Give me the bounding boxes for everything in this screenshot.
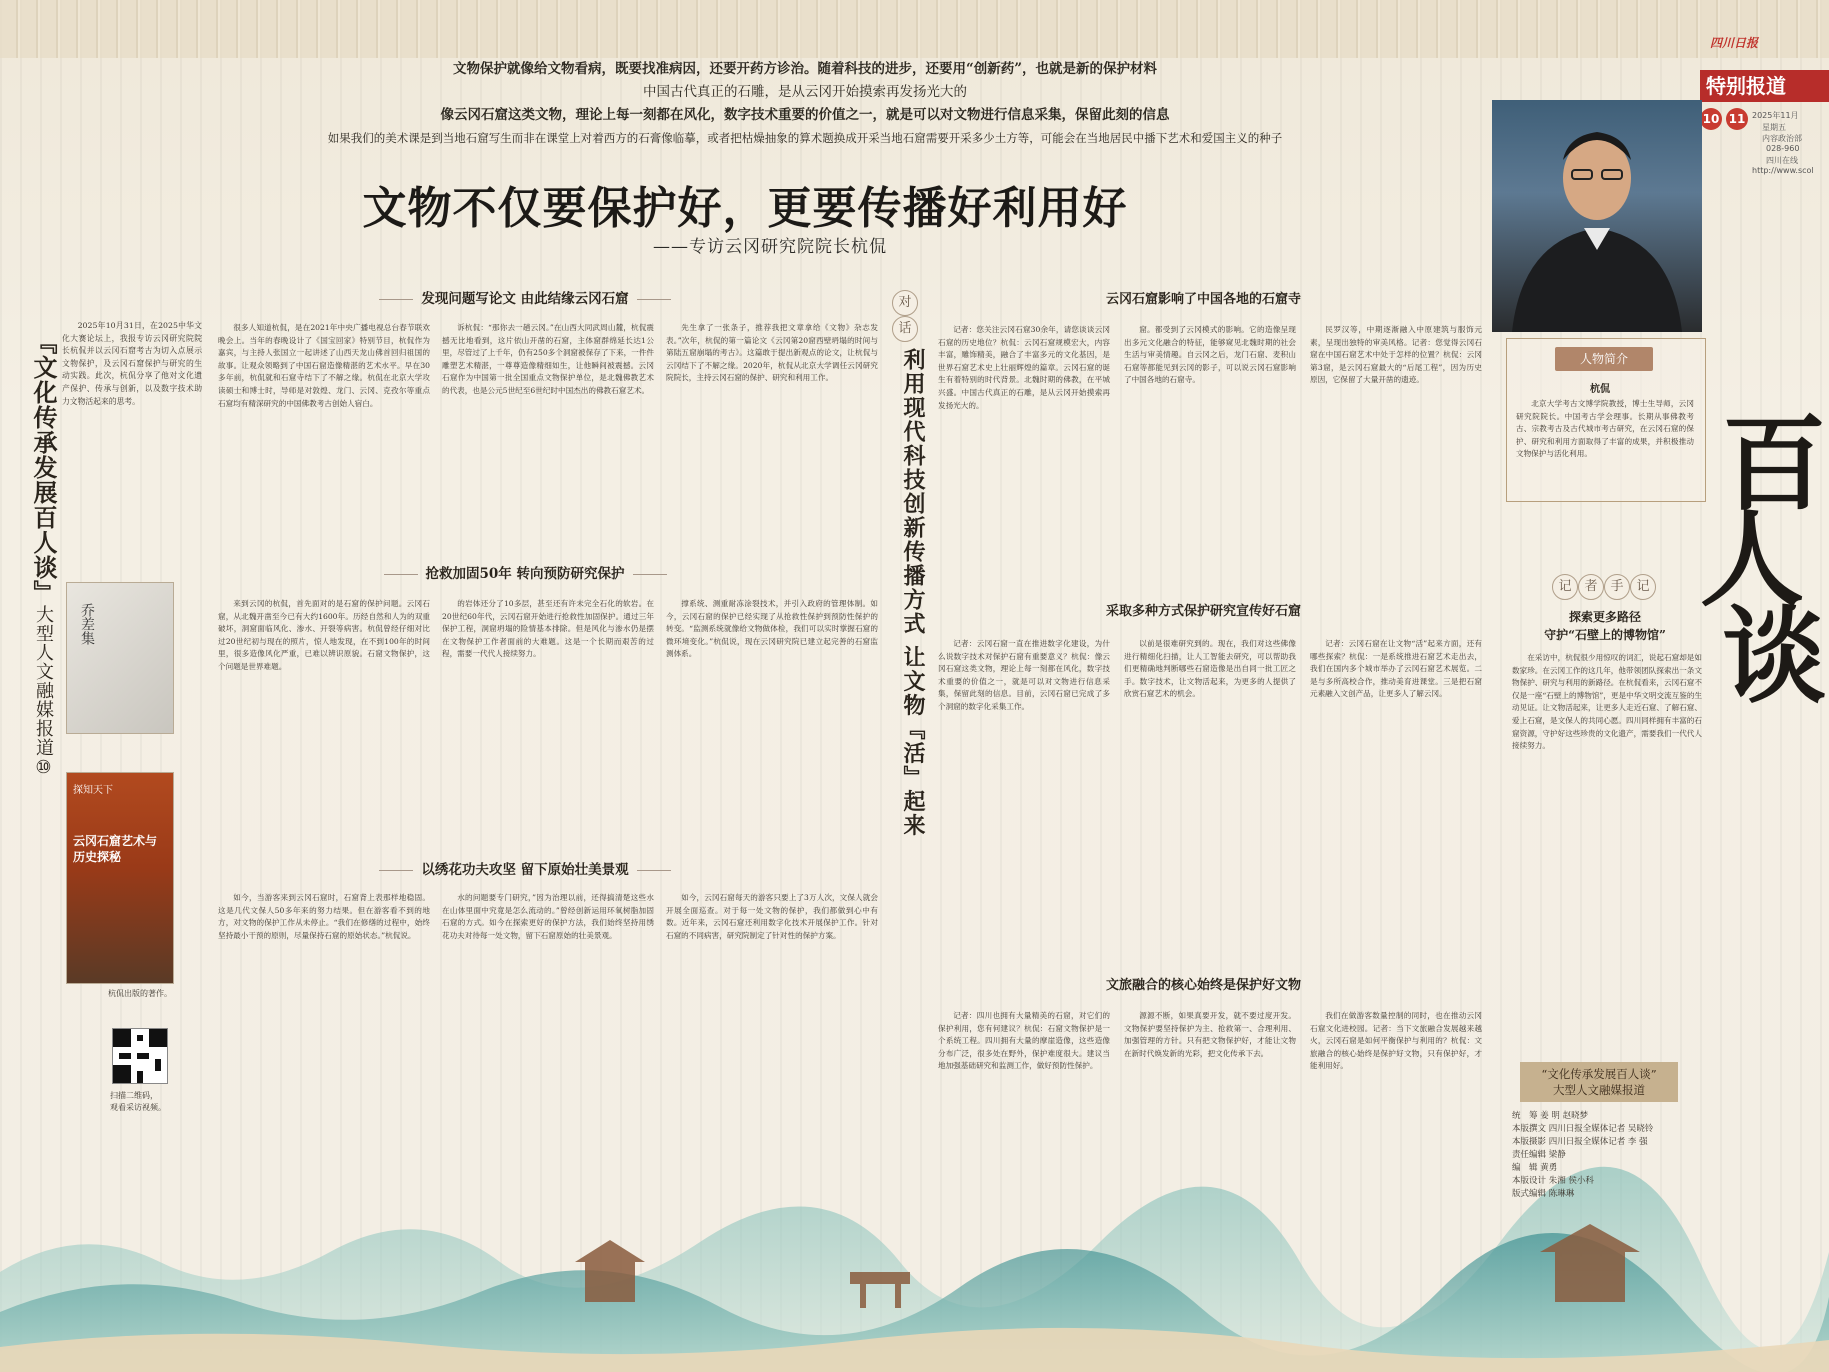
body-column-1: 很多人知道杭侃，是在2021年中央广播电视总台春节联欢晚会上。当年的春晚设计了《国宝回家》特别节目，杭侃作为嘉宾，与主持人张国立一起讲述了山西天龙山佛首回归祖国的故事。让观众领略到了中国石窟造像精湛的艺术水平。早在30多年前，杭侃就和石窟寺结下了不解之缘。杭侃在北京大学攻读硕士和博士时，导师是对敦煌、龙门、云冈、克孜尔等重点石窟均有精深研究的中国佛教考古创始人宿白。 (218, 323, 430, 408)
bamboo-slips-band (0, 0, 1829, 58)
profile-name: 杭侃 (1590, 384, 1610, 395)
series-title: 『文化传承发展百人谈』 (29, 330, 58, 605)
right-column-8: 源源不断，如果真要开发，就不要过度开发。文物保护要坚持保护为主、抢救第一、合理利用、加强管理的方针。只有把文物保护好，才能让文物在新时代焕发新的光彩，把文化传承下去。 (1124, 1011, 1296, 1058)
series-vertical-title (14, 330, 58, 779)
right-column-2: 窟。都受到了云冈模式的影响。它的造像呈现出多元文化融合的特征，能够窥见北魏时期的社会生活与审美情趣。自云冈之后，龙门石窟、麦积山石窟等都能见到云冈的影子，可以说云冈石窟影响了中国各地的石窟寺。 (1124, 325, 1296, 385)
big-char-1: 百 (1722, 402, 1827, 525)
credit-7: 版式编辑 陈琳琳 (1512, 1189, 1575, 1199)
right-column-5: 以前是很难研究到的。现在，我们对这些佛像进行精细化扫描，让人工智能去研究，可以帮助我们更精确地判断哪些石窟造像是出自同一批工匠之手。数字技术，让文物活起来，为更多的人提供了欣赏石窟艺术的机会。 (1124, 639, 1296, 699)
quote-2: 中国古代真正的石雕，是从云冈开始摸索再发扬光大的 (643, 84, 967, 100)
section-heading-3: 以绣花功夫攻坚 留下原始壮美景观 (345, 858, 705, 878)
body-column-7: 如今，当游客来到云冈石窟时，石窟背上表那样地稳固。这是几代文保人50多年来的努力结果。但在游客看不到的地方，对文物的保护工作从未停止。“我们在修缮的过程中，始终坚持最小干预的原则，尽量保持石窟的原始状态。”杭侃说。 (218, 893, 430, 940)
right-column-7: 记者：四川也拥有大量精美的石窟，对它们的保护利用，您有何建议？杭侃：石窟文物保护是一个系统工程。四川拥有大量的摩崖造像，这些造像分布广泛，很多处在野外，保护难度很大。建议当地加强基础研究和监测工作，做好预防性保护。 (938, 1011, 1110, 1071)
section-heading-2: 抢救加固50年 转向预防研究保护 (345, 562, 705, 582)
book-2-title: 云冈石窟艺术与历史探秘 (73, 834, 158, 864)
note-badge-2: 者 (1578, 574, 1604, 600)
masthead-phone: 028-960 (1766, 144, 1800, 153)
note-text: 在采访中，杭侃很少用惊叹的词汇，说起石窟却是如数家珍。在云冈工作的这几年，他带领团队探索出一条文物保护、研究与利用的新路径。在杭侃看来，云冈石窟不仅是一座“石壁上的博物馆”，更是中华文明交流互鉴的生动见证。让文物活起来，让更多人走近石窟、了解石窟、爱上石窟，是文保人的共同心愿。四川同样拥有丰富的石窟资源，守护好这些珍贵的文化遗产，需要我们一代代人接续努力。 (1512, 653, 1702, 751)
book-cover-1 (66, 582, 174, 734)
qr-code[interactable] (112, 1028, 168, 1084)
body-column-9: 如今，云冈石窟每天的游客只要上了3万人次，文保人就会开展全面巡查。对于每一处文物的保护，我们都做到心中有数。近年来，云冈石窟还利用数字化技术开展保护工作。针对石窟的不同病害，研究院制定了针对性的保护方案。 (666, 893, 878, 940)
qr-icon (113, 1029, 167, 1083)
paper-name: 四川日报 (1710, 36, 1759, 50)
note-badge-3: 手 (1604, 574, 1630, 600)
masthead-unit: 四川在线 (1766, 156, 1798, 165)
right-column-4: 记者：云冈石窟一直在推进数字化建设，为什么说数字技术对保护石窟有重要意义？杭侃：像云冈石窟这类文物，理论上每一刻都在风化，数字技术重要的价值之一，就是可以对文物进行信息采集，保留此刻的信息。目前，云冈石窟已完成了多个洞窟的数字化采集工作。 (938, 639, 1110, 711)
credit-1: 统 筹 姜 明 赵晓梦 (1512, 1111, 1589, 1121)
series-subtitle: 大型人文融媒报道 (33, 605, 54, 757)
series-banner (1520, 1062, 1678, 1102)
credit-3: 本版摄影 四川日报全媒体记者 李 强 (1512, 1137, 1648, 1147)
banner-line-1: “文化传承发展百人谈” (1541, 1067, 1657, 1081)
masthead-editor: 内容政治部 (1762, 134, 1802, 143)
right-section-heading-1: 云冈石窟影响了中国各地的石窟寺 (1106, 292, 1302, 307)
page-number-11: 11 (1726, 108, 1748, 130)
person-icon (1492, 100, 1702, 332)
credit-6: 本版设计 朱湘 侯小科 (1512, 1176, 1594, 1186)
dialogue-badge-1: 对 (892, 290, 918, 316)
vertical-main-title: 利用现代科技创新传播方式 让文物『活』起来 (900, 348, 926, 838)
note-title-1: 探索更多路径 (1568, 610, 1641, 624)
credit-5: 编 辑 黄勇 (1512, 1163, 1558, 1173)
page-number-10: 10 (1700, 108, 1722, 130)
big-char-2: 人 (1700, 498, 1805, 621)
note-badge-4: 记 (1630, 574, 1656, 600)
masthead-date: 2025年11月 (1752, 111, 1799, 120)
credit-4: 责任编辑 梁静 (1512, 1150, 1566, 1160)
qr-caption-1: 扫描二维码， (110, 1091, 158, 1100)
section-heading-1: 发现问题写论文 由此结缘云冈石窟 (345, 287, 705, 307)
portrait-photo (1492, 100, 1702, 332)
body-column-2: 诉杭侃：“那你去一趟云冈。”在山西大同武周山麓，杭侃震撼无比地看到，这片依山开凿的石窟，主体窟群绵延长达1公里，尽管过了上千年，仍有250多个洞窟被保存了下来，一件件雕塑艺术精湛，一尊尊造像精细如生，让他瞬间被震撼。云冈石窟作为中国第一批全国重点文物保护单位，是北魏佛教艺术的代表，也是公元5世纪至6世纪时中国杰出的佛教石窟艺术。 (442, 323, 654, 395)
right-section-heading-3: 文旅融合的核心始终是保护好文物 (1106, 978, 1302, 993)
credits (1512, 1110, 1702, 1201)
note-title-2: 守护“石壁上的博物馆” (1544, 628, 1666, 642)
dialogue-badge-2: 话 (892, 316, 918, 342)
intro-text: 2025年10月31日，在2025中华文化大赛论坛上，我报专访云冈研究院院长杭侃并以云冈石窟考古为切入点展示文物保护，及云冈石窟保护与研究的生动实践。此次，杭侃分享了他对文化遗产保护、传承与创新，以及数字技术助力文物活起来的思考。 (62, 321, 202, 406)
right-column-3: 民罗汉等，中期逐渐融入中原建筑与服饰元素，呈现出独特的审美风格。记者：您觉得云冈石窟在中国石窟艺术中处于怎样的位置？杭侃：云冈第3窟，是云冈石窟最大的“后尾工程”，因为历史原因，它保留了大量开凿的遗迹。 (1310, 325, 1482, 385)
right-column-1: 记者：您关注云冈石窟30余年，请您谈谈云冈石窟的历史地位？杭侃：云冈石窟规模宏大，内容丰富，雕饰精美，融合了丰富多元的文化基因，是世界石窟艺术史上壮丽辉煌的篇章。云冈石窟的诞生有着特别的时代背景。北魏时期的佛教，在平城兴盛。中国古代真正的石雕，是从云冈开始摸索再发扬光大的。 (938, 325, 1110, 410)
body-column-6: 撑系统、测重耐冻涂裂技术，并引入政府的管理体制。如今，云冈石窟的保护已经实现了从抢救性保护到预防性保护的转变。“监测系统就像给文物做体检，我们可以实时掌握石窟的微环境变化。”杭侃说，现在云冈研究院已建立起完善的石窟监测体系。 (666, 599, 878, 659)
header-quotes (200, 58, 1410, 150)
profile-title: 人物简介 (1555, 347, 1653, 371)
profile-text: 北京大学考古文博学院教授，博士生导师，云冈研究院院长。中国考古学会理事。长期从事佛教考古、宗教考古及古代城市考古研究，在云冈石窟的保护、研究和利用方面取得了丰富的成果，并积极推动文物保护与活化利用。 (1516, 399, 1694, 459)
masthead-website: http://www.scol (1752, 166, 1814, 175)
right-column-9: 我们在做游客数量控制的同时，也在推动云冈石窟文化进校园。记者：当下文旅融合发展越来越火，云冈石窟是如何平衡保护与利用的？杭侃：文旅融合的核心始终是保护好文物，只有保护好，才能利用好。 (1310, 1011, 1482, 1071)
quote-4: 如果我们的美术课是到当地石窟写生而非在课堂上对着西方的石膏像临摹，或者把枯燥抽象的算术题换成开采当地石窟需要开采多少土方等，可能会在当地居民中播下艺术和爱国主义的种子 (327, 131, 1283, 145)
right-section-heading-2: 采取多种方式保护研究宣传好石窟 (1106, 604, 1302, 619)
big-char-3: 谈 (1722, 594, 1827, 717)
special-report-label: 特别报道 (1700, 70, 1829, 102)
headline: 文物不仅要保护好，更要传播好利用好 (362, 183, 1128, 234)
note-badge-1: 记 (1552, 574, 1578, 600)
body-column-8: 水的问题要专门研究，”因为治理以前，还得搞清楚这些水在山体里面中究竟是怎么流动的。”曾经创新运用环氧树脂加固石窟的方式。如今在探索更好的保护方法，我们始终坚持用绣花功夫对待每一处文物，留下石窟原始的壮美景观。 (442, 893, 654, 940)
body-column-5: 的岩体还分了10多层，甚至还有许未完全石化的软岩。在20世纪60年代，云冈石窟开始进行抢救性加固保护。通过三年保护工程，洞窟坍塌的险情基本排除。但是风化与渗水仍是摆在文物保护工作者面前的大难题。这是一个长期而艰苦的过程，需要一代代人接续努力。 (442, 599, 654, 659)
body-column-3: 先生拿了一张条子，推荐我把文章拿给《文物》杂志发表。”次年，杭侃的第一篇论文《云冈第20窟西壁坍塌的时间与第陆五窟崩塌的考古》。这篇敢于提出新观点的论文，让杭侃与云冈结下了不解之缘。2020年，杭侃从北京大学调任云冈研究院院长，主持云冈石窟的保护、研究和利用工作。 (666, 323, 878, 383)
subhead: ——专访云冈研究院院长杭侃 (653, 237, 887, 257)
series-number: ⑩ (33, 757, 54, 779)
qr-caption-2: 观看采访视频。 (110, 1103, 166, 1112)
quote-1: 文物保护就像给文物看病，既要找准病因，还要开药方诊治。随着科技的进步，还要用“创新药”，也就是新的保护材料 (452, 61, 1158, 77)
book-2-series: 探知天下 (73, 785, 113, 796)
masthead-weekday: 星期五 (1762, 123, 1786, 132)
credit-2: 本版撰文 四川日报全媒体记者 吴晓铃 (1512, 1124, 1654, 1134)
banner-line-2: 大型人文融媒报道 (1553, 1083, 1645, 1097)
books-caption: 杭侃出版的著作。 (108, 989, 172, 998)
body-column-4: 来到云冈的杭侃，首先面对的是石窟的保护问题。云冈石窟，从北魏开凿至今已有大约1600年。历经自然和人为的双重破坏，洞窟面临风化、渗水、开裂等病害。杭侃曾经仔细对比过20世纪初与现在的照片，惊人地发现，在不到100年的时间里，很多造像风化严重，已难以辨识原貌。石窟文物保护，这个问题是世界难题。 (218, 599, 430, 671)
quote-3: 像云冈石窟这类文物，理论上每一刻都在风化，数字技术重要的价值之一，就是可以对文物进行信息采集，保留此刻的信息 (440, 107, 1170, 123)
right-column-6: 记者：云冈石窟在让文物“活”起来方面，还有哪些探索？杭侃：一是系统推进石窟艺术走出去，我们在国内多个城市举办了云冈石窟艺术展览。二是与多所高校合作，推动美育进课堂。三是把石窟元素融入文创产品，让更多人了解云冈。 (1310, 639, 1482, 699)
book-1-title: 乔差集 (79, 603, 95, 645)
book-cover-2 (66, 772, 174, 984)
